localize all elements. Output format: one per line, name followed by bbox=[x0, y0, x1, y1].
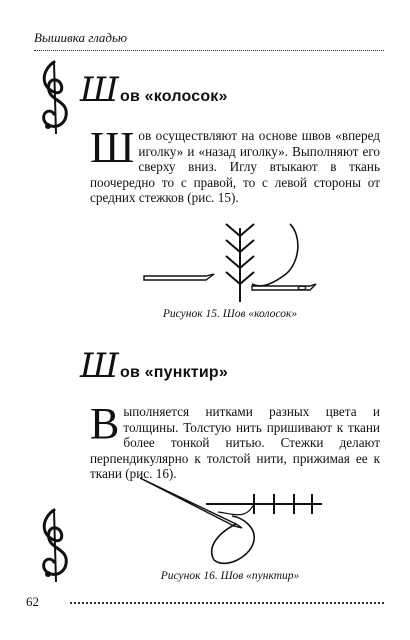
title-initial: Ш bbox=[80, 70, 119, 110]
figure-caption-16: Рисунок 16. Шов «пунктир» bbox=[160, 570, 300, 582]
dropcap: В bbox=[90, 399, 120, 448]
treble-clef-ornament-icon bbox=[34, 508, 74, 584]
page-number: 62 bbox=[26, 594, 39, 609]
paragraph-text: ыполняется нитками разных цвета и толщины. Толстую нить пришивают к ткани более тонкой нитью. Стежки делают перпендикулярно к толстой нити, прижимая ее к ткани (рис. 16). bbox=[90, 404, 380, 482]
footer-rule bbox=[70, 602, 384, 604]
section-title-kolosok bbox=[80, 70, 228, 110]
figure-kolosok-stitch bbox=[140, 218, 320, 308]
figure-punktir-stitch bbox=[136, 476, 326, 570]
paragraph-text: ов осуществляют на основе швов «вперед иголку» и «назад иголку». Выполняют его сверху вниз. Иглу втыкают в ткань поочередно то с правой, то с левой стороны от средних стежков (рис. 15). bbox=[90, 128, 380, 206]
paragraph-punktir bbox=[90, 399, 380, 482]
dropcap: Ш bbox=[90, 123, 135, 172]
title-initial: Ш bbox=[80, 346, 119, 386]
running-head: Вышивка гладью bbox=[34, 30, 128, 45]
title-text: ов «колосок» bbox=[120, 88, 228, 105]
title-text: ов «пунктир» bbox=[120, 364, 228, 381]
section-title-punktir bbox=[80, 346, 228, 386]
treble-clef-ornament-icon bbox=[34, 60, 74, 136]
figure-caption-15: Рисунок 15. Шов «колосок» bbox=[162, 308, 298, 320]
needle-icon bbox=[144, 274, 214, 280]
paragraph-kolosok bbox=[90, 123, 380, 206]
header-rule bbox=[34, 50, 384, 51]
